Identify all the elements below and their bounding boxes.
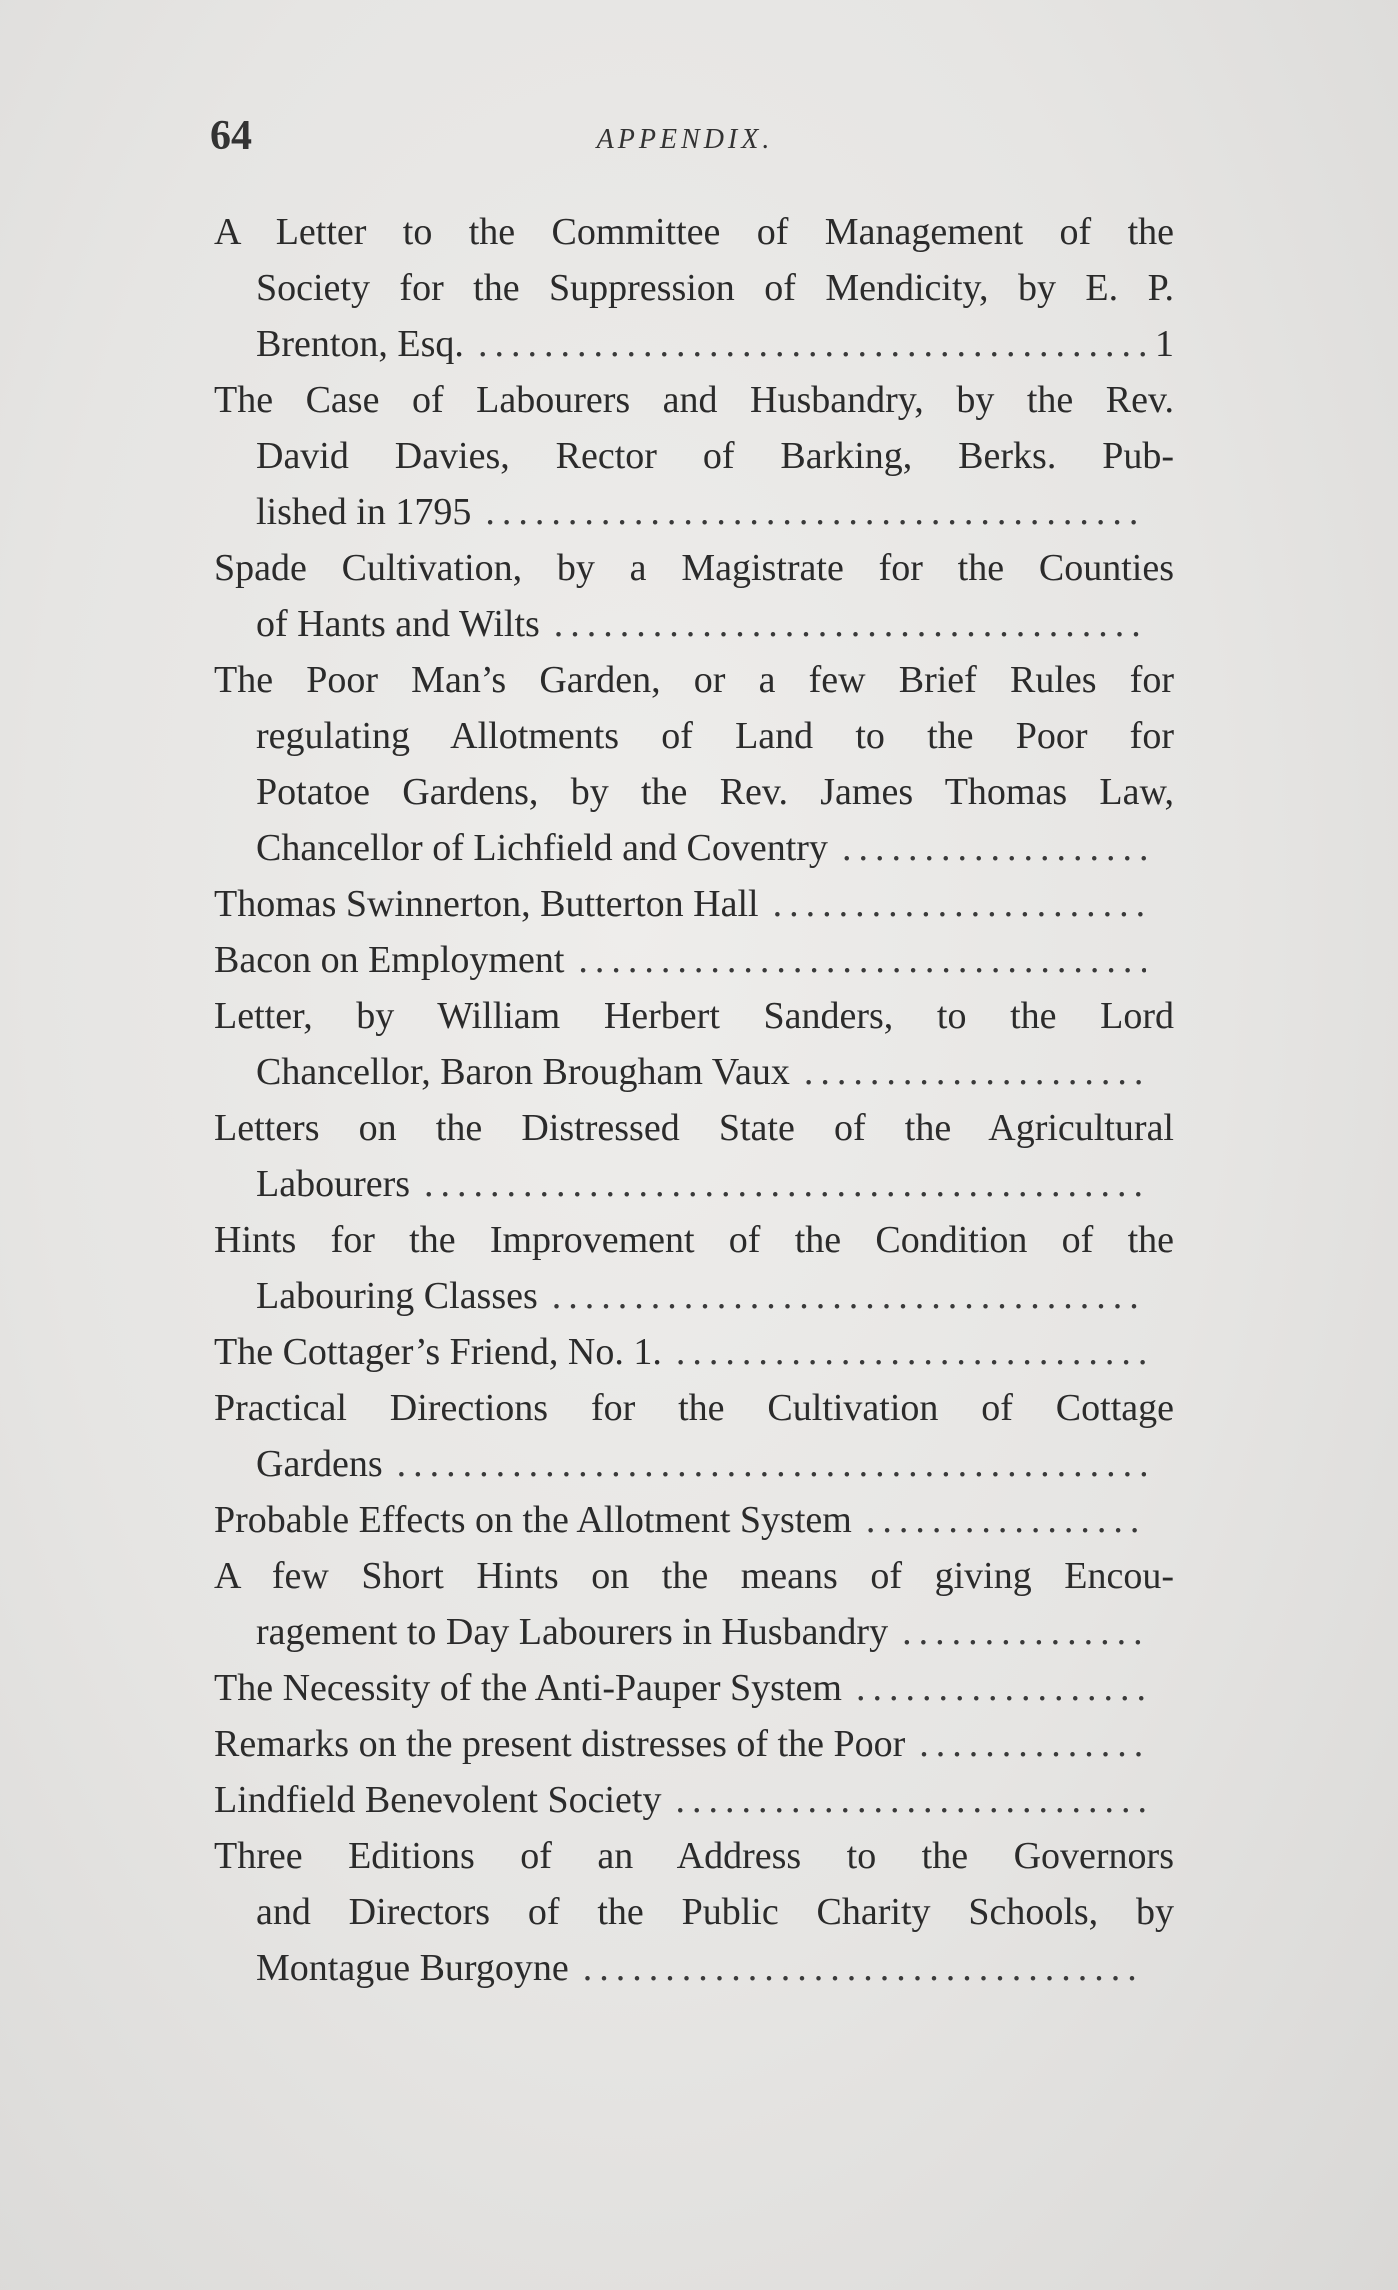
dot-leader [773, 876, 1146, 932]
entry-line: Potatoe Gardens, by the Rev. James Thomas Law, [256, 771, 1174, 813]
appendix-entry [214, 1716, 1174, 1772]
entry-line: Three Editions of an Address to the Governors [214, 1835, 1174, 1877]
entry-text: Brenton, Esq. [256, 323, 464, 365]
entry-text: Thomas Swinnerton, Butterton Hall [214, 883, 759, 925]
entry-last-line [214, 1604, 1174, 1660]
entry-line: regulating Allotments of Land to the Poor for [256, 715, 1174, 757]
entry-text: Chancellor of Lichfield and Coventry [256, 827, 828, 869]
entry-line: David Davies, Rector of Barking, Berks. Pub- [256, 435, 1174, 477]
appendix-entry [214, 1100, 1174, 1212]
entry-text: Montague Burgoyne [256, 1947, 569, 1989]
dot-leader [804, 1044, 1146, 1100]
dot-leader [478, 316, 1146, 372]
dot-leader [554, 596, 1146, 652]
section-title: APPENDIX. [596, 124, 774, 155]
dot-leader [583, 1940, 1146, 1996]
appendix-entry [214, 540, 1174, 652]
entry-last-line [214, 820, 1174, 876]
entry-last-line [214, 1324, 1174, 1380]
entry-last-line [214, 484, 1174, 540]
dot-leader [902, 1604, 1146, 1660]
entry-last-line [214, 1660, 1174, 1716]
appendix-entry [214, 932, 1174, 988]
entry-line: and Directors of the Public Charity Schools, by [256, 1891, 1174, 1933]
entry-line: The Poor Man’s Garden, or a few Brief Rules for [214, 659, 1174, 701]
entry-text: Bacon on Employment [214, 939, 565, 981]
entry-last-line [214, 876, 1174, 932]
appendix-entry [214, 1212, 1174, 1324]
appendix-entry-list [214, 204, 1174, 1996]
appendix-entry [214, 1492, 1174, 1548]
entry-page-number: 1 [1155, 323, 1174, 365]
entry-line: A few Short Hints on the means of giving Encou- [214, 1555, 1174, 1597]
appendix-entry [214, 204, 1174, 372]
entry-line: Society for the Suppression of Mendicity, by E. P. [256, 267, 1174, 309]
appendix-entry [214, 876, 1174, 932]
appendix-entry [214, 1380, 1174, 1492]
entry-text: Chancellor, Baron Brougham Vaux [256, 1051, 790, 1093]
entry-last-line [214, 1156, 1174, 1212]
appendix-entry [214, 1828, 1174, 1996]
entry-line: Spade Cultivation, by a Magistrate for the Counties [214, 547, 1174, 589]
entry-text: The Necessity of the Anti-Pauper System [214, 1667, 842, 1709]
dot-leader [485, 484, 1146, 540]
entry-last-line [214, 1716, 1174, 1772]
entry-last-line [214, 1436, 1174, 1492]
appendix-entry [214, 1548, 1174, 1660]
appendix-entry [214, 988, 1174, 1100]
entry-last-line [214, 1044, 1174, 1100]
entry-line: The Case of Labourers and Husbandry, by the Rev. [214, 379, 1174, 421]
dot-leader [397, 1436, 1146, 1492]
entry-last-line [214, 1268, 1174, 1324]
entry-text: Labourers [256, 1163, 411, 1205]
entry-text: Labouring Classes [256, 1275, 538, 1317]
dot-leader [866, 1492, 1146, 1548]
entry-text: Gardens [256, 1443, 383, 1485]
entry-text: Remarks on the present distresses of the Poor [214, 1723, 906, 1765]
entry-text: Probable Effects on the Allotment System [214, 1499, 852, 1541]
entry-line: A Letter to the Committee of Management of the [214, 211, 1174, 253]
entry-last-line [214, 1492, 1174, 1548]
entry-text: lished in 1795 [256, 491, 472, 533]
entry-last-line [214, 1940, 1174, 1996]
dot-leader [552, 1268, 1146, 1324]
entry-last-line [214, 932, 1174, 988]
dot-leader [424, 1156, 1146, 1212]
entry-line: Hints for the Improvement of the Condition of the [214, 1219, 1174, 1261]
appendix-entry [214, 1324, 1174, 1380]
entry-last-line [214, 1772, 1174, 1828]
entry-line: Letter, by William Herbert Sanders, to the Lord [214, 995, 1174, 1037]
dot-leader [856, 1660, 1146, 1716]
appendix-entry [214, 652, 1174, 876]
entry-text: Lindfield Benevolent Society [214, 1779, 662, 1821]
dot-leader [676, 1324, 1146, 1380]
entry-line: Letters on the Distressed State of the Agricultural [214, 1107, 1174, 1149]
entry-text: The Cottager’s Friend, No. 1. [214, 1331, 662, 1373]
appendix-entry [214, 1660, 1174, 1716]
appendix-entry [214, 1772, 1174, 1828]
page-number: 64 [210, 113, 252, 159]
appendix-entry [214, 372, 1174, 540]
dot-leader [919, 1716, 1146, 1772]
dot-leader [578, 932, 1146, 988]
dot-leader [675, 1772, 1146, 1828]
entry-text: ragement to Day Labourers in Husbandry [256, 1611, 889, 1653]
entry-text: of Hants and Wilts [256, 603, 540, 645]
entry-last-line [214, 316, 1174, 372]
entry-line: Practical Directions for the Cultivation of Cottage [214, 1387, 1174, 1429]
dot-leader [842, 820, 1146, 876]
entry-last-line [214, 596, 1174, 652]
running-head [210, 112, 1160, 172]
